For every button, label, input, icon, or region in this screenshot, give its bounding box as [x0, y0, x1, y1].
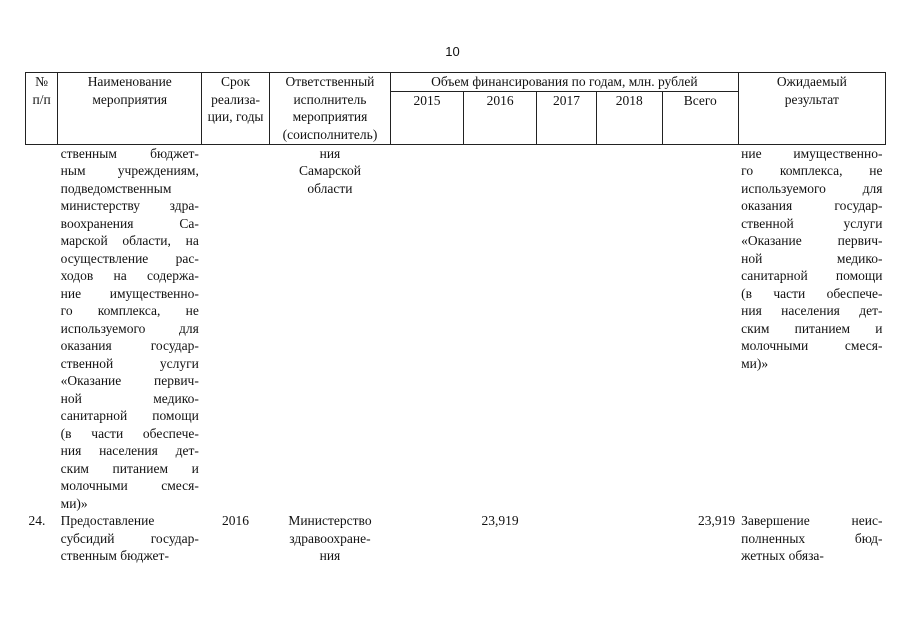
funding-y2018	[596, 144, 662, 512]
header-year-2018: 2018	[596, 91, 662, 144]
header-term: Срок реализа- ции, годы	[202, 73, 269, 145]
expected-result: Завершение неис- полненных бюд- жетных обяза-	[741, 513, 883, 563]
table-row	[26, 144, 886, 512]
implementation-term: 2016	[222, 513, 250, 528]
responsible-executor: ния Самарской области	[298, 145, 361, 196]
header-year-2016: 2016	[463, 91, 537, 144]
activity-name: ственным бюджет- ным учреждениям, подведомственным министерству здра- воохранения Са- марской области, на осуществление рас- ходов на содержа- ние имущественно- го комплекса, не используемого для оказания государ- ственной услуги «Оказание первич- ной медико- санитарной помощи (в части обеспече- ния населения дет- ским питанием и молочными смеся- ми)»	[60, 145, 199, 511]
funding-total	[662, 144, 738, 512]
header-funding: Объем финансирования по годам, млн. рублей	[391, 73, 738, 92]
funding-y2017	[537, 144, 596, 512]
header-executor: Ответственный исполнитель мероприятия (соисполнитель)	[269, 73, 390, 145]
header-result: Ожидаемый результат	[738, 73, 885, 145]
row-number	[26, 144, 58, 512]
funding-total: 23,919	[698, 513, 736, 528]
implementation-term	[202, 144, 269, 512]
table-body	[26, 144, 886, 572]
funding-y2016: 23,919	[481, 513, 519, 528]
activity-name: Предоставление субсидий государ- ственным бюджет-	[60, 513, 199, 563]
funding-y2015	[391, 512, 464, 572]
funding-y2018	[596, 512, 662, 572]
header-total: Всего	[662, 91, 738, 144]
action-plan-table	[25, 72, 886, 572]
row-number: 24.	[28, 513, 46, 528]
funding-y2017	[537, 512, 596, 572]
funding-y2015	[391, 144, 464, 512]
header-year-2017: 2017	[537, 91, 596, 144]
funding-y2016	[463, 144, 537, 512]
page-number: 10	[445, 44, 460, 59]
header-name: Наименование мероприятия	[58, 73, 202, 145]
expected-result: ние имущественно- го комплекса, не используемого для оказания государ- ственной услуги «Оказание первич- ной медико- санитарной помощи (в части обеспече- ния населения дет- ским питанием и молочными смеся- ми)»	[741, 145, 883, 371]
header-num: № п/п	[26, 73, 58, 145]
header-row	[26, 73, 886, 92]
table-row	[26, 512, 886, 572]
header-year-2015: 2015	[391, 91, 464, 144]
responsible-executor: Министерство здравоохране- ния	[288, 513, 372, 563]
